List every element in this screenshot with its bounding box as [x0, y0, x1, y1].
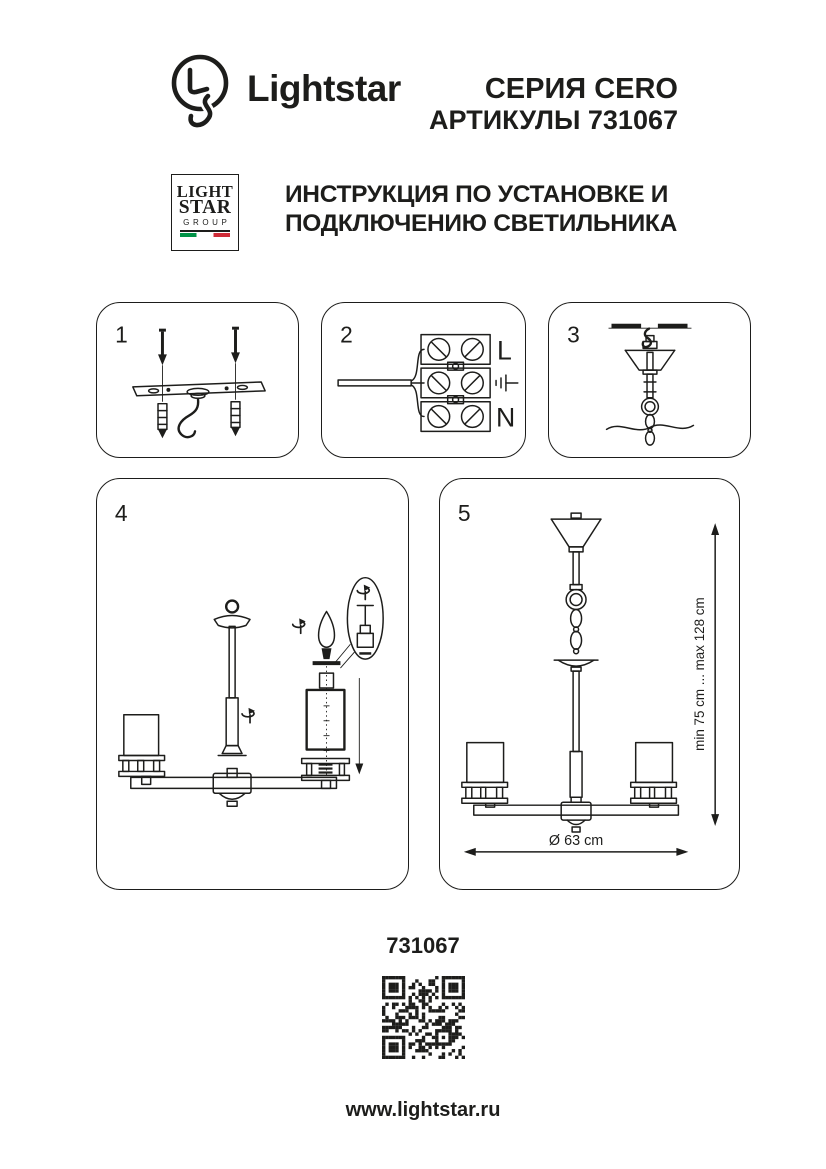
footer-url: www.lightstar.ru	[345, 1099, 501, 1121]
dimensions-diagram	[440, 479, 739, 889]
step-2-panel	[321, 302, 526, 458]
ceiling-line	[609, 324, 692, 328]
supply-wire	[338, 349, 424, 416]
instruction-title-line1: ИНСТРУКЦИЯ ПО УСТАНОВКЕ И	[285, 181, 669, 208]
neutral-label: N	[496, 402, 516, 433]
group-logo-group: GROUP	[183, 218, 231, 227]
lower-rod	[570, 671, 582, 802]
assembly-diagram	[97, 479, 408, 889]
article-number: 731067	[386, 933, 460, 958]
group-logo-star: STAR	[178, 197, 232, 218]
step-1-panel	[96, 302, 299, 458]
step-3-panel	[548, 302, 751, 458]
socket-connector	[320, 666, 334, 777]
spring-fitting	[302, 759, 350, 789]
anchor-right	[231, 402, 240, 437]
step-4-panel	[96, 478, 409, 890]
left-shade	[462, 743, 508, 808]
lightstar-bulb-icon	[164, 50, 240, 150]
center-rod-part	[214, 601, 255, 756]
slide-down-arrow	[355, 678, 363, 774]
canopy-cup	[625, 336, 674, 374]
group-logo-divider	[180, 230, 230, 232]
live-label: L	[497, 335, 512, 366]
step-number-4: 4	[114, 500, 128, 527]
italian-flag-stripe	[180, 233, 230, 237]
left-shade-fitting	[119, 715, 165, 785]
step-number-5: 5	[457, 500, 471, 527]
arm-bar-hub	[131, 768, 337, 806]
anchor-left	[158, 404, 167, 439]
canopy	[551, 513, 601, 552]
right-shade	[631, 743, 677, 808]
qr-code	[382, 976, 465, 1059]
step-number-3: 3	[567, 321, 580, 348]
right-shade	[307, 690, 345, 750]
middle-dish	[554, 660, 598, 671]
hook	[643, 329, 651, 347]
step-number-1: 1	[115, 321, 128, 348]
detail-inset	[335, 578, 383, 668]
height-dimension	[692, 523, 719, 826]
earth-ground-icon	[496, 375, 518, 391]
group-logo-light: LIGHT	[176, 182, 234, 201]
step-number-2: 2	[340, 321, 353, 348]
diameter-dimension	[464, 833, 688, 856]
instruction-title-line2: ПОДКЛЮЧЕНИЮ СВЕТИЛЬНИКА	[285, 210, 677, 237]
ceiling-hook-chain-diagram	[549, 303, 750, 457]
brand-wordmark: Lightstar	[247, 68, 401, 109]
step-5-panel	[439, 478, 740, 890]
height-range-label: min 75 cm ... max 128 cm	[692, 597, 708, 751]
terminal-block	[421, 335, 490, 432]
terminal-screws	[428, 339, 483, 428]
articles-line: АРТИКУЛЫ 731067	[429, 105, 678, 135]
lightstar-group-logo	[171, 174, 239, 251]
diameter-label: Ø 63 cm	[548, 832, 604, 849]
qr-code-svg	[382, 976, 465, 1059]
mounting-plate-diagram	[97, 303, 298, 457]
terminal-wiring-diagram	[322, 303, 525, 457]
candle-bulb	[293, 611, 341, 665]
hub-and-arms	[474, 802, 679, 832]
screw-left	[158, 329, 167, 402]
ceiling-hook	[179, 399, 199, 437]
instruction-title	[285, 180, 677, 238]
rod-and-chain	[642, 374, 659, 445]
series-title: СЕРИЯ CERO	[484, 73, 678, 105]
rod-chain	[566, 552, 586, 654]
